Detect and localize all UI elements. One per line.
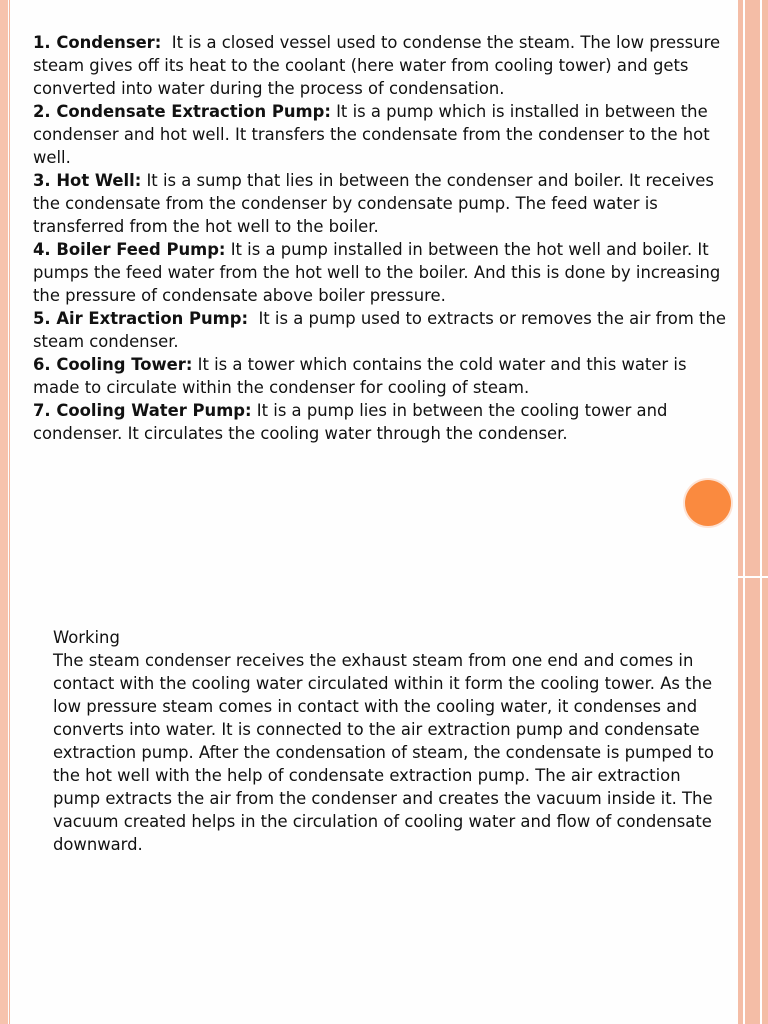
component-item (33, 31, 733, 100)
band-divider (760, 0, 762, 1024)
component-description: It is a closed vessel used to condense the steam. The low pressure steam gives off its heat to the coolant (here water from cooling tower) and gets converted into water during the process of condensation. (33, 33, 726, 98)
working-heading: Working (53, 628, 120, 647)
component-description: It is a sump that lies in between the condenser and boiler. It receives the condensate from the condenser by condensate pump. The feed water is transferred from the hot well to the boiler. (33, 171, 714, 236)
component-item (33, 353, 733, 399)
component-term: 5. Air Extraction Pump: (33, 309, 249, 328)
working-section (53, 626, 723, 856)
left-decorative-line (9, 0, 10, 1024)
band-divider (738, 576, 768, 578)
component-term: 4. Boiler Feed Pump: (33, 240, 226, 259)
band-divider (743, 0, 745, 1024)
component-description: It is a pump lies in between the cooling tower and condenser. It circulates the cooling water through the condenser. (33, 401, 668, 443)
component-item (33, 100, 733, 169)
component-term: 2. Condensate Extraction Pump: (33, 102, 331, 121)
component-description: It is a pump which is installed in between the condenser and hot well. It transfers the condensate from the condenser to the hot well. (33, 102, 710, 167)
component-item (33, 169, 733, 238)
component-term: 6. Cooling Tower: (33, 355, 193, 374)
orange-circle-ornament (685, 480, 731, 526)
components-list (33, 31, 733, 445)
component-term: 3. Hot Well: (33, 171, 142, 190)
component-description: It is a pump installed in between the hot well and boiler. It pumps the feed water from the hot well to the boiler. And this is done by increasing the pressure of condensate above boiler pressure. (33, 240, 721, 305)
component-term: 7. Cooling Water Pump: (33, 401, 252, 420)
component-term: 1. Condenser: (33, 33, 162, 52)
working-body: The steam condenser receives the exhaust steam from one end and comes in contact with the cooling water circulated within it form the cooling tower. As the low pressure steam comes in contact with the cooling water, it condenses and converts into water. It is connected to the air extraction pump and condensate extraction pump. After the condensation of steam, the condensate is pumped to the hot well with the help of condensate extraction pump. The air extraction pump extracts the air from the condenser and creates the vacuum inside it. The vacuum created helps in the circulation of cooling water and flow of condensate downward. (53, 651, 714, 854)
component-item (33, 307, 733, 353)
component-item (33, 399, 733, 445)
left-decorative-stripe (0, 0, 8, 1024)
component-description: It is a pump used to extracts or removes the air from the steam condenser. (33, 309, 732, 351)
component-description: It is a tower which contains the cold water and this water is made to circulate within the condenser for cooling of steam. (33, 355, 687, 397)
component-item (33, 238, 733, 307)
right-decorative-band (738, 0, 768, 1024)
